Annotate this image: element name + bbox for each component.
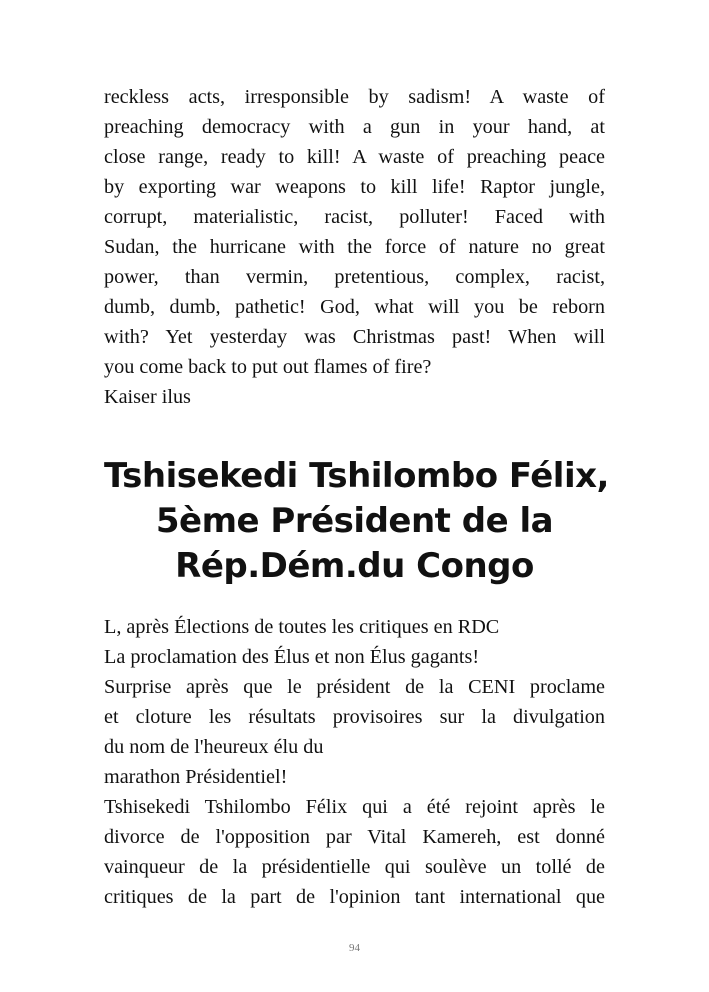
text-line: Tshisekedi Tshilombo Félix qui a été rejoint après le: [104, 796, 605, 818]
text-line: vainqueur de la présidentielle qui soulève un tollé de: [104, 856, 605, 878]
text-line: Surprise après que le président de la CENI proclame: [104, 676, 605, 698]
paragraph: [104, 612, 605, 912]
page-content: [104, 82, 605, 412]
text-line: et cloture les résultats provisoires sur la divulgation: [104, 706, 605, 728]
text-line: dumb, dumb, pathetic! God, what will you be reborn: [104, 296, 605, 318]
text-line: du nom de l'heureux élu du: [104, 736, 324, 758]
text-line: power, than vermin, pretentious, complex, racist,: [104, 266, 605, 288]
text-line: preaching democracy with a gun in your hand, at: [104, 116, 605, 138]
text-line: close range, ready to kill! A waste of preaching peace: [104, 146, 605, 168]
text-line: divorce de l'opposition par Vital Kamereh, est donné: [104, 826, 605, 848]
title-line: Rép.Dém.du Congo: [175, 546, 534, 586]
text-line: critiques de la part de l'opinion tant international que: [104, 886, 605, 908]
paragraph-continued: [104, 82, 605, 412]
title-line: Tshisekedi Tshilombo Félix,: [104, 456, 609, 496]
text-line: La proclamation des Élus et non Élus gagants!: [104, 646, 480, 668]
signature: Kaiser ilus: [104, 386, 191, 408]
text-line: marathon Présidentiel!: [104, 766, 288, 788]
chapter-title: [104, 454, 609, 589]
text-line: L, après Élections de toutes les critiques en RDC: [104, 616, 500, 638]
section-heading: [104, 454, 609, 589]
text-line: you come back to put out flames of fire?: [104, 356, 432, 378]
title-line: 5ème Président de la: [155, 501, 554, 541]
text-line: reckless acts, irresponsible by sadism! A waste of: [104, 86, 605, 108]
text-line: with? Yet yesterday was Christmas past! When will: [104, 326, 605, 348]
text-line: Sudan, the hurricane with the force of nature no great: [104, 236, 605, 258]
page-number: 94: [349, 942, 360, 954]
text-line: by exporting war weapons to kill life! Raptor jungle,: [104, 176, 605, 198]
text-line: corrupt, materialistic, racist, polluter! Faced with: [104, 206, 605, 228]
section-body: [104, 612, 605, 912]
